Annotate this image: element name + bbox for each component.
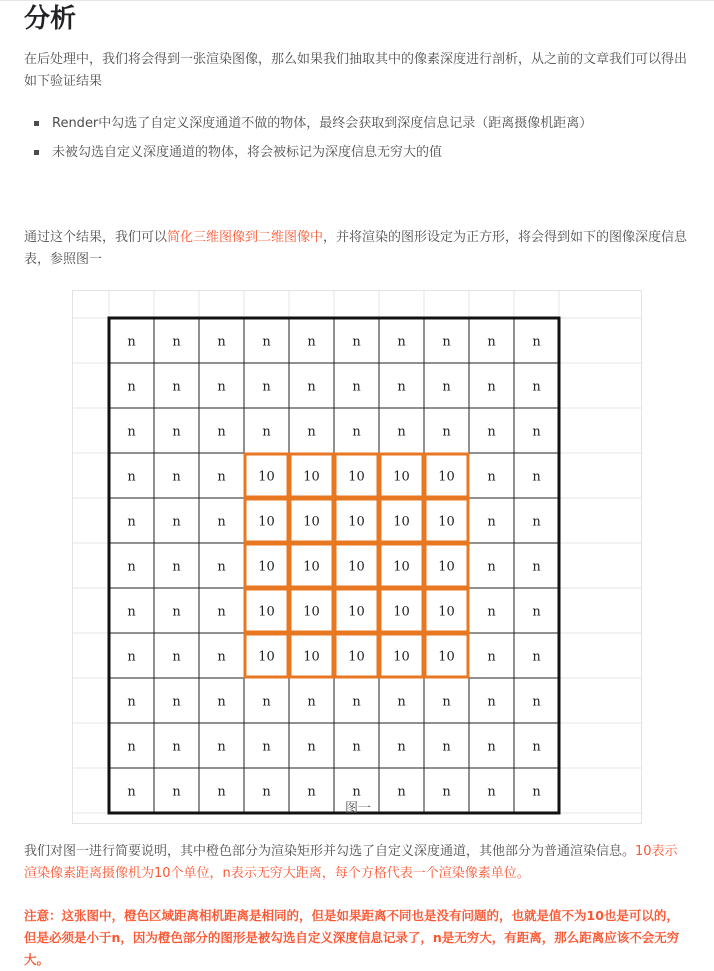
list-item-text: 未被勾选自定义深度通道的物体，将会被标记为深度信息无穷大的值 [52,145,443,160]
depth-cell-value: n [217,604,226,620]
depth-cell-value: 10 [438,649,455,665]
depth-cell-value: n [172,514,181,530]
square-bullet-icon [34,150,39,155]
depth-cell-value: 10 [393,604,410,620]
depth-cell-value: n [487,739,496,755]
depth-cell-value: n [352,784,361,800]
depth-cell-value: n [307,379,316,395]
depth-cell-value: n [532,334,541,350]
depth-cell-value: n [217,649,226,665]
depth-cell-value: 10 [303,649,320,665]
figure-caption: 图一 [344,801,371,816]
depth-cell-value: 10 [438,559,455,575]
depth-cell-value: n [307,334,316,350]
depth-cell-value: 10 [303,469,320,485]
depth-cell-value: 10 [258,649,275,665]
depth-cell-value: n [127,424,136,440]
depth-cell-value: n [442,784,451,800]
depth-cell-value: n [487,604,496,620]
depth-cell-value: n [217,739,226,755]
explanation-paragraph [24,841,690,885]
depth-cell-value: n [352,739,361,755]
depth-cell-value: n [532,604,541,620]
depth-cell-value: n [397,424,406,440]
depth-cell-value: n [487,694,496,710]
depth-cell-value: 10 [303,604,320,620]
square-bullet-icon [34,121,39,126]
depth-cell-value: n [397,694,406,710]
depth-table-figure [72,290,642,824]
depth-cell-value: n [262,379,271,395]
depth-cell-value: 10 [258,559,275,575]
depth-cell-value: n [172,334,181,350]
depth-cell-value: 10 [348,469,365,485]
depth-cell-value: n [532,694,541,710]
depth-cell-value: n [262,424,271,440]
depth-cell-value: n [532,379,541,395]
depth-cell-value: 10 [348,604,365,620]
depth-cell-value: n [217,334,226,350]
depth-cell-value: 10 [303,514,320,530]
depth-cell-value: n [172,784,181,800]
depth-cell-value: n [532,784,541,800]
depth-cell-value: 10 [258,469,275,485]
depth-cell-value: 10 [393,559,410,575]
depth-cell-value: 10 [348,514,365,530]
depth-cell-value: n [217,694,226,710]
list-item [24,113,690,142]
intro-paragraph: 在后处理中，我们将会得到一张渲染图像，那么如果我们抽取其中的像素深度进行剖析，从之前的文章我们可以得出如下验证结果 [24,52,688,89]
paragraph-text-after-link: ，并将渲染的图形设定为正方形，将会得到如下的图像深度信息表，参照图一 [24,230,688,267]
depth-cell-value: n [487,559,496,575]
depth-cell-value: n [442,694,451,710]
depth-cell-value: n [532,559,541,575]
depth-cell-value: n [127,559,136,575]
depth-cell-value: n [352,334,361,350]
depth-cell-value: n [262,334,271,350]
depth-cell-value: n [307,784,316,800]
depth-cell-value: n [397,334,406,350]
depth-cell-value: 10 [348,559,365,575]
result-list [24,113,690,171]
depth-cell-value: n [127,694,136,710]
depth-cell-value: 10 [348,649,365,665]
top-divider [0,0,714,1]
depth-cell-value: n [487,334,496,350]
depth-cell-value: 10 [438,514,455,530]
depth-cell-value: n [352,379,361,395]
depth-cell-value: n [487,379,496,395]
depth-cell-value: 10 [438,469,455,485]
depth-cell-value: n [307,739,316,755]
list-item [24,142,690,171]
depth-cell-value: n [307,424,316,440]
depth-cell-value: n [217,424,226,440]
depth-cell-value: n [262,694,271,710]
depth-cell-value: n [217,379,226,395]
depth-cell-value: n [487,784,496,800]
depth-cell-value: n [172,739,181,755]
depth-cell-value: n [397,784,406,800]
depth-cell-value: n [442,424,451,440]
depth-cell-value: n [487,649,496,665]
depth-cell-value: n [127,739,136,755]
depth-cell-value: n [172,469,181,485]
depth-cell-value: n [487,469,496,485]
depth-cell-value: 10 [393,649,410,665]
depth-cell-value: 10 [258,514,275,530]
depth-cell-value: 10 [393,469,410,485]
depth-cell-value: n [352,694,361,710]
depth-cell-value: n [532,649,541,665]
depth-cell-value: n [397,739,406,755]
explanation-highlight-text: 10表示渲染像素距离摄像机为10个单位，n表示无穷大距离，每个方格代表一个渲染像素单位。 [24,844,678,881]
depth-cell-value: n [262,784,271,800]
depth-cell-value: n [172,604,181,620]
paragraph-text-before-link: 通过这个结果，我们可以 [24,230,168,245]
depth-cell-value: 10 [438,604,455,620]
depth-cell-value: n [307,694,316,710]
depth-cell-value: n [127,514,136,530]
depth-cell-value: 10 [303,559,320,575]
depth-grid-diagram [73,291,643,825]
depth-cell-value: 10 [258,604,275,620]
depth-cell-value: n [442,379,451,395]
section-heading: 分析 [24,4,77,34]
depth-cell-value: n [172,379,181,395]
depth-cell-value: n [352,424,361,440]
depth-cell-value: n [487,424,496,440]
depth-cell-value: n [172,424,181,440]
depth-cell-value: n [532,424,541,440]
list-item-text: Render中勾选了自定义深度通道不做的物体，最终会获取到深度信息记录（距离摄像机距离） [52,116,593,131]
depth-cell-value: n [172,694,181,710]
explanation-text: 我们对图一进行简要说明，其中橙色部分为渲染矩形并勾选了自定义深度通道，其他部分为普通渲染信息。 [24,844,636,859]
depth-cell-value: n [532,469,541,485]
simplify-link[interactable]: 简化三维图像到二维图像中 [167,230,324,245]
depth-cell-value: n [127,379,136,395]
depth-cell-value: n [127,604,136,620]
depth-cell-value: n [217,784,226,800]
depth-cell-value: n [172,649,181,665]
depth-cell-value: n [532,739,541,755]
depth-cell-value: n [172,559,181,575]
depth-cell-value: n [127,649,136,665]
depth-cell-value: n [217,469,226,485]
depth-cell-value: n [217,559,226,575]
depth-cell-value: n [217,514,226,530]
simplify-paragraph [24,227,690,271]
depth-cell-value: n [442,334,451,350]
depth-cell-value: n [127,334,136,350]
depth-cell-value: n [532,514,541,530]
depth-cell-value: n [127,784,136,800]
warning-note: 注意：这张图中，橙色区域距离相机距离是相同的，但是如果距离不同也是没有问题的，也就是值不为10也是可以的，但是必须是小于n，因为橙色部分的图形是被勾选自定义深度信息记录了，n是无穷大，有距离，那么距离应该不会无穷大。 [24,908,680,967]
depth-cell-value: n [397,379,406,395]
depth-cell-value: n [127,469,136,485]
depth-cell-value: n [442,739,451,755]
depth-cell-value: n [487,514,496,530]
depth-cell-value: n [262,739,271,755]
depth-cell-value: 10 [393,514,410,530]
